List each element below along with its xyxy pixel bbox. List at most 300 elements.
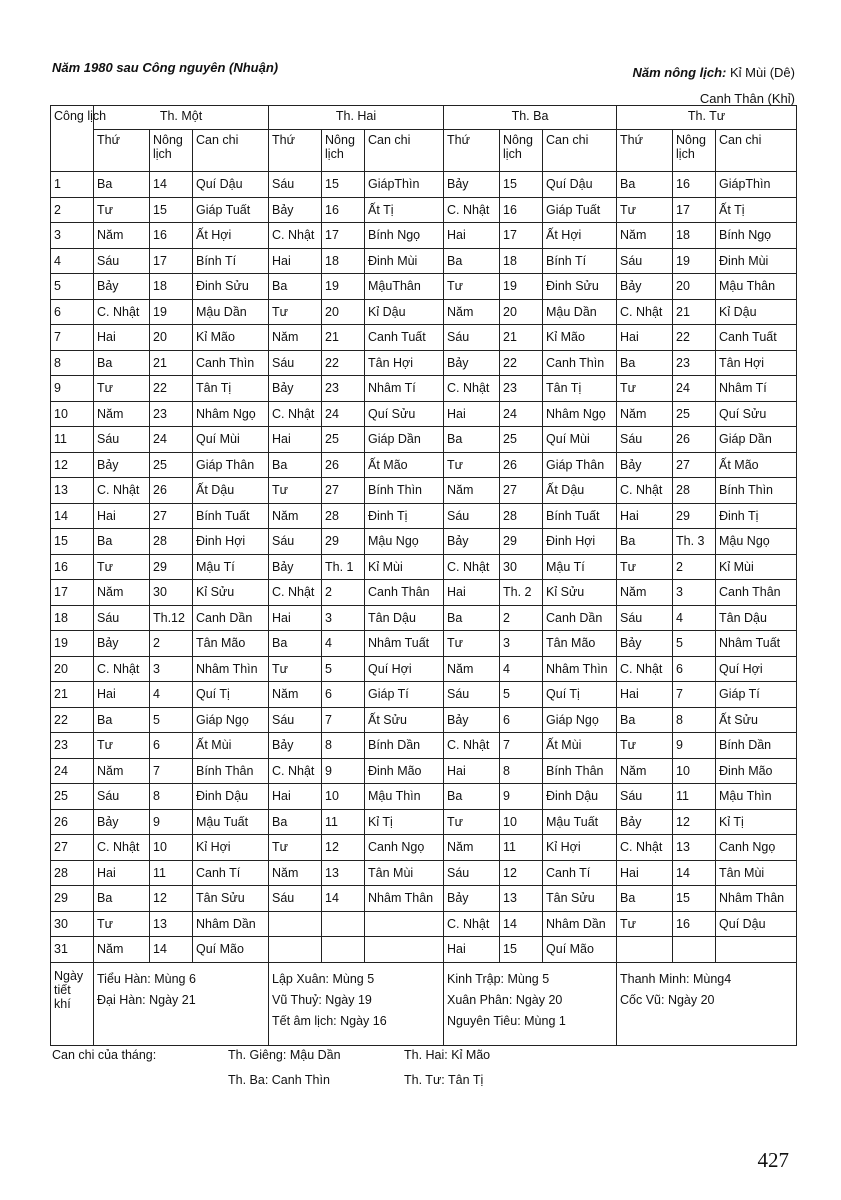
day-number-cell: 15 (51, 529, 94, 555)
can-chi-cell: Đinh Mùi (365, 248, 444, 274)
day-row (51, 401, 797, 427)
can-chi-cell: Bính Tuất (193, 503, 269, 529)
day-row (51, 478, 797, 504)
weekday-cell: Tư (444, 809, 500, 835)
can-chi-cell: Canh Ngọ (365, 835, 444, 861)
lunar-day-cell: 13 (150, 911, 193, 937)
day-number-cell: 29 (51, 886, 94, 912)
col-header-can-chi: Can chi (193, 130, 269, 172)
can-chi-cell: Đinh Hợi (543, 529, 617, 555)
can-chi-cell: Quí Hợi (716, 656, 797, 682)
can-chi-cell (365, 911, 444, 937)
year-title: Năm 1980 sau Công nguyên (Nhuận) (52, 60, 279, 75)
weekday-cell: Sáu (617, 248, 673, 274)
weekday-cell: Bảy (617, 452, 673, 478)
can-chi-cell: Bính Tí (543, 248, 617, 274)
lunar-day-cell (322, 937, 365, 963)
can-chi-cell: Quí Sửu (716, 401, 797, 427)
lunar-day-cell: 20 (673, 274, 716, 300)
lunar-day-cell: 22 (150, 376, 193, 402)
can-chi-cell: Bính Dần (716, 733, 797, 759)
weekday-cell: Ba (269, 631, 322, 657)
can-chi-cell: Giáp Dần (716, 427, 797, 453)
day-row (51, 580, 797, 606)
lunar-day-cell: 8 (500, 758, 543, 784)
weekday-cell: Hai (269, 605, 322, 631)
day-number-cell: 14 (51, 503, 94, 529)
weekday-cell: Năm (269, 503, 322, 529)
col-header-can-chi: Can chi (716, 130, 797, 172)
day-number-cell: 26 (51, 809, 94, 835)
weekday-cell: Ba (94, 529, 150, 555)
weekday-cell: Năm (94, 580, 150, 606)
can-chi-cell: Kỉ Dậu (365, 299, 444, 325)
weekday-cell: Tư (617, 554, 673, 580)
day-number-cell: 13 (51, 478, 94, 504)
can-chi-cell: Nhâm Thân (716, 886, 797, 912)
weekday-cell: Hai (269, 427, 322, 453)
can-chi-cell: Kỉ Hợi (193, 835, 269, 861)
lunar-day-cell (673, 937, 716, 963)
solar-term-line: Thanh Minh: Mùng4 (620, 971, 732, 986)
can-chi-cell: Ất Tị (716, 197, 797, 223)
lunar-day-cell: 3 (322, 605, 365, 631)
lunar-day-cell: 7 (673, 682, 716, 708)
col-header-thu: Thứ (444, 130, 500, 172)
col-header-thu: Thứ (617, 130, 673, 172)
day-row (51, 299, 797, 325)
day-row (51, 733, 797, 759)
corner-cell: Công lịch (51, 106, 94, 172)
can-chi-cell: Mậu Tí (193, 554, 269, 580)
can-chi-cell: Nhâm Thìn (543, 656, 617, 682)
lunar-day-cell: 9 (673, 733, 716, 759)
lunar-day-cell: 29 (673, 503, 716, 529)
weekday-cell: Ba (269, 274, 322, 300)
lunar-day-cell: 19 (500, 274, 543, 300)
weekday-cell: Tư (617, 376, 673, 402)
can-chi-cell: Mậu Tí (543, 554, 617, 580)
can-chi-cell: Bính Thân (193, 758, 269, 784)
lunar-day-cell: 27 (322, 478, 365, 504)
day-number-cell: 28 (51, 860, 94, 886)
solar-term-line: Đại Hàn: Ngày 21 (97, 992, 196, 1007)
lunar-day-cell: Th. 2 (500, 580, 543, 606)
weekday-cell: Bảy (269, 376, 322, 402)
day-number-cell: 21 (51, 682, 94, 708)
lunar-day-cell: 16 (150, 223, 193, 249)
solar-term-line: Lập Xuân: Mùng 5 (272, 971, 375, 986)
lunar-day-cell: 4 (500, 656, 543, 682)
lunar-day-cell: 7 (500, 733, 543, 759)
can-chi-cell: Mậu Thìn (365, 784, 444, 810)
lunar-day-cell: 23 (673, 350, 716, 376)
can-chi-cell: Đinh Mão (716, 758, 797, 784)
weekday-cell: Hai (444, 580, 500, 606)
lunar-day-cell: 11 (150, 860, 193, 886)
lunar-day-cell: 28 (322, 503, 365, 529)
can-chi-cell: Tân Sửu (193, 886, 269, 912)
can-chi-cell: Tân Tị (193, 376, 269, 402)
weekday-cell: Sáu (444, 682, 500, 708)
lunar-year-value-2: Canh Thân (Khỉ) (699, 91, 795, 106)
can-chi-cell: Quí Mão (193, 937, 269, 963)
can-chi-cell: Canh Dần (543, 605, 617, 631)
can-chi-cell: Nhâm Ngọ (193, 401, 269, 427)
weekday-cell: Tư (94, 197, 150, 223)
lunar-day-cell: 13 (500, 886, 543, 912)
weekday-cell: Tư (269, 835, 322, 861)
weekday-cell: Hai (617, 503, 673, 529)
lunar-day-cell: 5 (500, 682, 543, 708)
weekday-cell: Ba (617, 350, 673, 376)
lunar-day-cell: Th. 3 (673, 529, 716, 555)
day-row (51, 529, 797, 555)
weekday-cell: Bảy (269, 197, 322, 223)
day-row (51, 197, 797, 223)
weekday-cell: Bảy (617, 631, 673, 657)
can-chi-cell: Ất Hợi (193, 223, 269, 249)
day-number-cell: 5 (51, 274, 94, 300)
weekday-cell: C. Nhật (444, 911, 500, 937)
can-chi-cell: Nhâm Dần (193, 911, 269, 937)
can-chi-cell: Nhâm Tuất (365, 631, 444, 657)
weekday-cell: Ba (617, 529, 673, 555)
day-row (51, 427, 797, 453)
can-chi-cell: Tân Mão (543, 631, 617, 657)
lunar-day-cell: 11 (322, 809, 365, 835)
can-chi-cell: Ất Hợi (543, 223, 617, 249)
lunar-day-cell: 12 (500, 860, 543, 886)
weekday-cell: Tư (94, 554, 150, 580)
weekday-cell: Ba (94, 886, 150, 912)
can-chi-cell: Tân Sửu (543, 886, 617, 912)
lunar-day-cell: 6 (150, 733, 193, 759)
day-number-cell: 6 (51, 299, 94, 325)
lunar-day-cell: 3 (500, 631, 543, 657)
lunar-day-cell: 28 (673, 478, 716, 504)
weekday-cell: Hai (617, 860, 673, 886)
solar-term-row (51, 962, 797, 1045)
weekday-cell: Bảy (444, 172, 500, 198)
can-chi-cell: Quí Sửu (365, 401, 444, 427)
can-chi-cell: Tân Hợi (716, 350, 797, 376)
day-number-cell: 23 (51, 733, 94, 759)
lunar-day-cell: 20 (322, 299, 365, 325)
lunar-day-cell: 11 (673, 784, 716, 810)
lunar-year-value: Kỉ Mùi (Dê) (729, 65, 795, 80)
can-chi-cell: Mậu Tuất (193, 809, 269, 835)
lunar-day-cell: 29 (322, 529, 365, 555)
lunar-day-cell: 4 (673, 605, 716, 631)
lunar-day-cell: 9 (150, 809, 193, 835)
lunar-year-label: Năm nông lịch: (632, 65, 727, 80)
can-chi-cell: Nhâm Tí (716, 376, 797, 402)
col-header-thu: Thứ (269, 130, 322, 172)
can-chi-cell: Đinh Sửu (543, 274, 617, 300)
can-chi-cell: Canh Thân (716, 580, 797, 606)
can-chi-cell: Kỉ Hợi (543, 835, 617, 861)
can-chi-cell: Nhâm Tí (365, 376, 444, 402)
can-chi-cell: MậuThân (365, 274, 444, 300)
lunar-day-cell: 5 (322, 656, 365, 682)
weekday-cell: Hai (444, 401, 500, 427)
lunar-day-cell: 11 (500, 835, 543, 861)
can-chi-cell: Mậu Thìn (716, 784, 797, 810)
weekday-cell: Ba (444, 784, 500, 810)
weekday-cell: Bảy (94, 274, 150, 300)
lunar-day-cell: 6 (673, 656, 716, 682)
solar-term-cell (94, 962, 269, 1045)
weekday-cell: Năm (94, 401, 150, 427)
lunar-day-cell: 22 (322, 350, 365, 376)
weekday-cell: Ba (444, 248, 500, 274)
lunar-day-cell: 23 (322, 376, 365, 402)
weekday-cell: Năm (94, 223, 150, 249)
day-number-cell: 22 (51, 707, 94, 733)
footer-label: Can chi của tháng: (52, 1048, 157, 1062)
day-row (51, 758, 797, 784)
day-number-cell: 31 (51, 937, 94, 963)
can-chi-cell: Ất Tị (365, 197, 444, 223)
can-chi-cell: Mậu Thân (716, 274, 797, 300)
weekday-cell: Sáu (94, 248, 150, 274)
lunar-day-cell: 25 (500, 427, 543, 453)
can-chi-cell: Canh Tí (543, 860, 617, 886)
day-number-cell: 8 (51, 350, 94, 376)
weekday-cell: C. Nhật (444, 554, 500, 580)
day-row (51, 860, 797, 886)
weekday-cell: Năm (94, 758, 150, 784)
can-chi-cell: Ất Mão (716, 452, 797, 478)
lunar-day-cell: 27 (150, 503, 193, 529)
weekday-cell: Sáu (269, 707, 322, 733)
weekday-cell: Ba (617, 172, 673, 198)
weekday-cell: Tư (269, 478, 322, 504)
weekday-cell (269, 911, 322, 937)
weekday-cell: Tư (94, 911, 150, 937)
lunar-day-cell: 29 (150, 554, 193, 580)
can-chi-cell: Bính Ngọ (716, 223, 797, 249)
can-chi-cell: Canh Thìn (193, 350, 269, 376)
day-row (51, 376, 797, 402)
can-chi-cell: Đinh Tị (365, 503, 444, 529)
can-chi-cell: Canh Tí (193, 860, 269, 886)
weekday-cell: Ba (617, 886, 673, 912)
weekday-cell: Sáu (269, 350, 322, 376)
weekday-cell: Ba (269, 809, 322, 835)
weekday-cell: Tư (94, 376, 150, 402)
can-chi-cell: Giáp Thân (543, 452, 617, 478)
can-chi-cell: Kỉ Mão (193, 325, 269, 351)
lunar-day-cell: 22 (673, 325, 716, 351)
day-number-cell: 19 (51, 631, 94, 657)
can-chi-cell: Giáp Ngọ (543, 707, 617, 733)
lunar-day-cell: 12 (150, 886, 193, 912)
lunar-day-cell: 30 (150, 580, 193, 606)
weekday-cell: Hai (94, 503, 150, 529)
lunar-day-cell: 28 (150, 529, 193, 555)
weekday-cell: Ba (94, 172, 150, 198)
month-header: Th. Tư (617, 106, 797, 130)
lunar-day-cell: 27 (673, 452, 716, 478)
lunar-day-cell: 15 (150, 197, 193, 223)
lunar-day-cell: 5 (150, 707, 193, 733)
weekday-cell: C. Nhật (617, 835, 673, 861)
col-header-nong-lich: Nông lịch (673, 130, 716, 172)
can-chi-cell: Quí Mùi (193, 427, 269, 453)
weekday-cell: C. Nhật (269, 223, 322, 249)
day-row (51, 835, 797, 861)
weekday-cell: Sáu (444, 325, 500, 351)
can-chi-cell: Ất Dậu (193, 478, 269, 504)
lunar-day-cell: 10 (150, 835, 193, 861)
weekday-cell: Sáu (94, 605, 150, 631)
day-number-cell: 18 (51, 605, 94, 631)
col-header-can-chi: Can chi (543, 130, 617, 172)
weekday-cell: Bảy (94, 452, 150, 478)
can-chi-cell: Quí Mão (543, 937, 617, 963)
lunar-day-cell: 8 (150, 784, 193, 810)
day-row (51, 452, 797, 478)
can-chi-cell: Nhâm Thân (365, 886, 444, 912)
lunar-day-cell: 15 (322, 172, 365, 198)
day-row (51, 682, 797, 708)
col-header-nong-lich: Nông lịch (500, 130, 543, 172)
weekday-cell: Bảy (269, 554, 322, 580)
weekday-cell: Tư (444, 452, 500, 478)
day-number-cell: 7 (51, 325, 94, 351)
lunar-day-cell: 28 (500, 503, 543, 529)
lunar-day-cell: 21 (150, 350, 193, 376)
day-number-cell: 1 (51, 172, 94, 198)
weekday-cell: C. Nhật (617, 478, 673, 504)
footer-item: Th. Hai: Kỉ Mão (404, 1048, 491, 1062)
weekday-cell: Tư (617, 733, 673, 759)
can-chi-cell: Giáp Dần (365, 427, 444, 453)
lunar-day-cell: 29 (500, 529, 543, 555)
day-row (51, 707, 797, 733)
day-number-cell: 25 (51, 784, 94, 810)
weekday-cell: Sáu (269, 529, 322, 555)
lunar-day-cell: 26 (150, 478, 193, 504)
can-chi-cell: Giáp Tuất (193, 197, 269, 223)
weekday-cell: Sáu (617, 605, 673, 631)
can-chi-cell: Nhâm Ngọ (543, 401, 617, 427)
weekday-cell: Năm (617, 580, 673, 606)
can-chi-cell: Canh Ngọ (716, 835, 797, 861)
lunar-day-cell: 14 (150, 937, 193, 963)
weekday-cell: Tư (94, 733, 150, 759)
can-chi-cell: Bính Thìn (716, 478, 797, 504)
lunar-day-cell: 12 (322, 835, 365, 861)
can-chi-cell: Mậu Ngọ (365, 529, 444, 555)
can-chi-cell: Quí Dậu (716, 911, 797, 937)
can-chi-cell: GiápThìn (716, 172, 797, 198)
lunar-day-cell: 21 (673, 299, 716, 325)
weekday-cell: Hai (444, 937, 500, 963)
weekday-cell: Hai (94, 860, 150, 886)
month-header-row (51, 106, 797, 130)
lunar-day-cell: 15 (500, 937, 543, 963)
day-number-cell: 2 (51, 197, 94, 223)
weekday-cell: C. Nhật (617, 656, 673, 682)
lunar-day-cell: 30 (500, 554, 543, 580)
weekday-cell: C. Nhật (269, 401, 322, 427)
weekday-cell: Bảy (617, 809, 673, 835)
weekday-cell: C. Nhật (94, 478, 150, 504)
lunar-day-cell: 18 (322, 248, 365, 274)
lunar-day-cell: 16 (500, 197, 543, 223)
lunar-day-cell: 27 (500, 478, 543, 504)
day-number-cell: 17 (51, 580, 94, 606)
weekday-cell: Ba (444, 605, 500, 631)
weekday-cell: Năm (617, 758, 673, 784)
can-chi-cell: Kỉ Tị (365, 809, 444, 835)
day-row (51, 809, 797, 835)
solar-term-line: Xuân Phân: Ngày 20 (447, 992, 563, 1007)
day-number-cell: 9 (51, 376, 94, 402)
solar-term-cell (269, 962, 444, 1045)
lunar-day-cell: 4 (322, 631, 365, 657)
can-chi-cell: Quí Tị (193, 682, 269, 708)
lunar-day-cell: 20 (500, 299, 543, 325)
can-chi-cell: Bính Tí (193, 248, 269, 274)
solar-term-line: Cốc Vũ: Ngày 20 (620, 992, 715, 1007)
can-chi-cell: Giáp Tí (716, 682, 797, 708)
weekday-cell: Tư (617, 911, 673, 937)
weekday-cell: Sáu (94, 427, 150, 453)
day-row (51, 223, 797, 249)
lunar-day-cell: 25 (150, 452, 193, 478)
can-chi-cell: Mậu Dần (193, 299, 269, 325)
can-chi-cell: Tân Mùi (716, 860, 797, 886)
can-chi-cell: Đinh Tị (716, 503, 797, 529)
weekday-cell: Năm (269, 325, 322, 351)
can-chi-cell: Kỉ Sửu (543, 580, 617, 606)
day-row (51, 886, 797, 912)
month-header: Th. Ba (444, 106, 617, 130)
day-row (51, 350, 797, 376)
lunar-day-cell: 25 (673, 401, 716, 427)
weekday-cell: Bảy (269, 733, 322, 759)
can-chi-cell: Quí Mùi (543, 427, 617, 453)
can-chi-cell: Đinh Sửu (193, 274, 269, 300)
lunar-day-cell: 21 (500, 325, 543, 351)
weekday-cell: Năm (269, 682, 322, 708)
lunar-day-cell: 8 (673, 707, 716, 733)
can-chi-cell: Giáp Ngọ (193, 707, 269, 733)
day-number-cell: 12 (51, 452, 94, 478)
lunar-day-cell: 18 (673, 223, 716, 249)
lunar-day-cell: 17 (150, 248, 193, 274)
day-number-cell: 30 (51, 911, 94, 937)
weekday-cell: Ba (94, 350, 150, 376)
solar-term-line: Vũ Thuỷ: Ngày 19 (272, 992, 372, 1007)
can-chi-cell: Đinh Dậu (193, 784, 269, 810)
can-chi-cell: Canh Tuất (365, 325, 444, 351)
lunar-day-cell: 8 (322, 733, 365, 759)
can-chi-cell: Đinh Mùi (716, 248, 797, 274)
can-chi-cell: Mậu Ngọ (716, 529, 797, 555)
lunar-day-cell: 17 (322, 223, 365, 249)
lunar-day-cell: 24 (150, 427, 193, 453)
weekday-cell: Bảy (444, 886, 500, 912)
lunar-day-cell: 9 (500, 784, 543, 810)
footer-item: Th. Tư: Tân Tị (404, 1073, 484, 1087)
day-number-cell: 11 (51, 427, 94, 453)
weekday-cell: C. Nhật (94, 656, 150, 682)
